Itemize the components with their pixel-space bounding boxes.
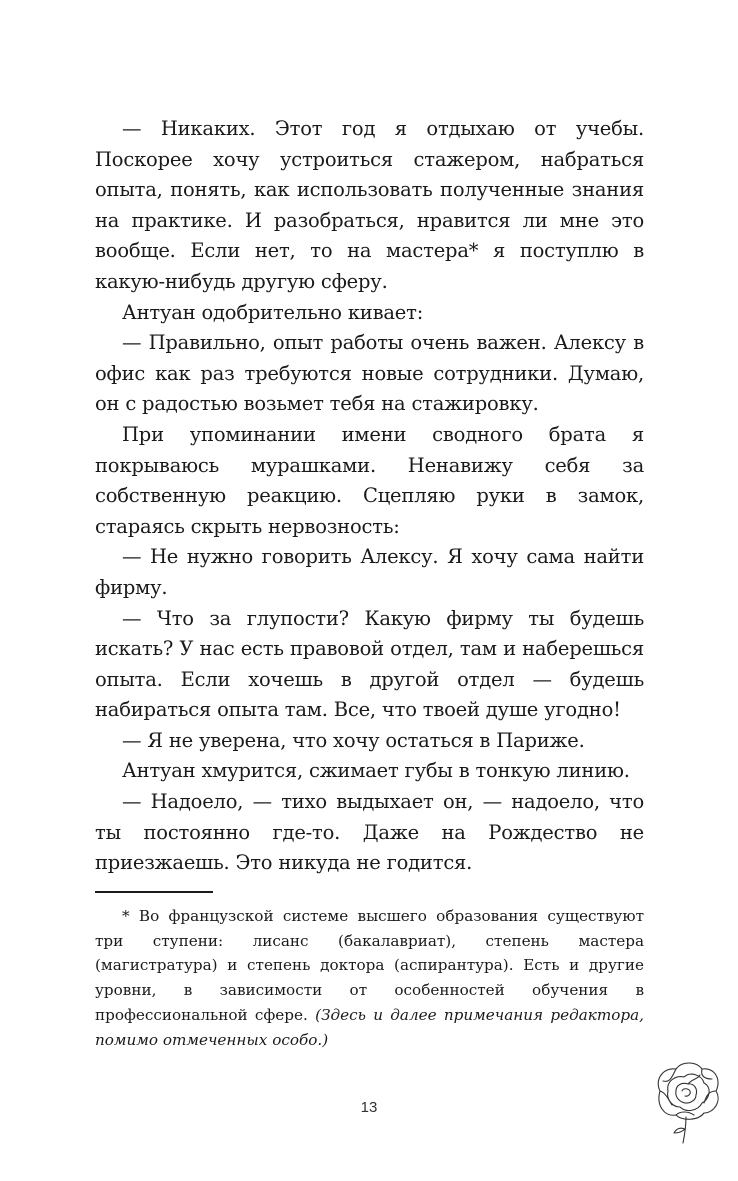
rose-icon	[648, 1057, 724, 1147]
main-text	[95, 114, 644, 879]
paragraph: — Правильно, опыт работы очень важен. Алексу в офис как раз требуются новые сотрудники. Думаю, он с радостью возьмет тебя на стажировку.	[95, 331, 644, 416]
paragraph: — Что за глупости? Какую фирму ты будешь искать? У нас есть правовой отдел, там и наберешься опыта. Если хочешь в другой отдел — будешь набираться опыта там. Все, что твоей душе угодно!	[95, 606, 644, 722]
footnote-text: * Во французской системе высшего образования существуют три ступени: лисанс (бакалавриат), степень мастера (магистратура) и степень доктора (аспирантура). Есть и другие уровни, в зависимости от особенностей обучения в профессиональной сфере.	[95, 907, 644, 1024]
footnote	[95, 904, 644, 1052]
paragraph: При упоминании имени сводного брата я покрываюсь мурашками. Ненавижу себя за собственную реакцию. Сцепляю руки в замок, стараясь скрыть нервозность:	[95, 422, 644, 538]
paragraph: — Не нужно говорить Алексу. Я хочу сама найти фирму.	[95, 545, 644, 599]
paragraph: Антуан одобрительно кивает:	[122, 300, 424, 324]
footnote-separator	[95, 891, 213, 893]
page-number: 13	[360, 1099, 378, 1116]
editor-note: (Здесь и далее примечания редактора, помимо отмеченных особо.)	[95, 1005, 645, 1049]
paragraph: — Я не уверена, что хочу остаться в Париже.	[122, 728, 585, 752]
paragraph: — Надоело, — тихо выдыхает он, — надоело, что ты постоянно где-то. Даже на Рождество не приезжаешь. Это никуда не годится.	[95, 790, 644, 875]
paragraph: Антуан хмурится, сжимает губы в тонкую линию.	[122, 759, 630, 783]
paragraph: — Никаких. Этот год я отдыхаю от учебы. Поскорее хочу устроиться стажером, набраться опыта, понять, как использовать полученные знания на практике. И разобраться, нравится ли мне это вообще. Если нет, то на мастера* я поступлю в какую-нибудь другую сферу.	[95, 117, 644, 293]
